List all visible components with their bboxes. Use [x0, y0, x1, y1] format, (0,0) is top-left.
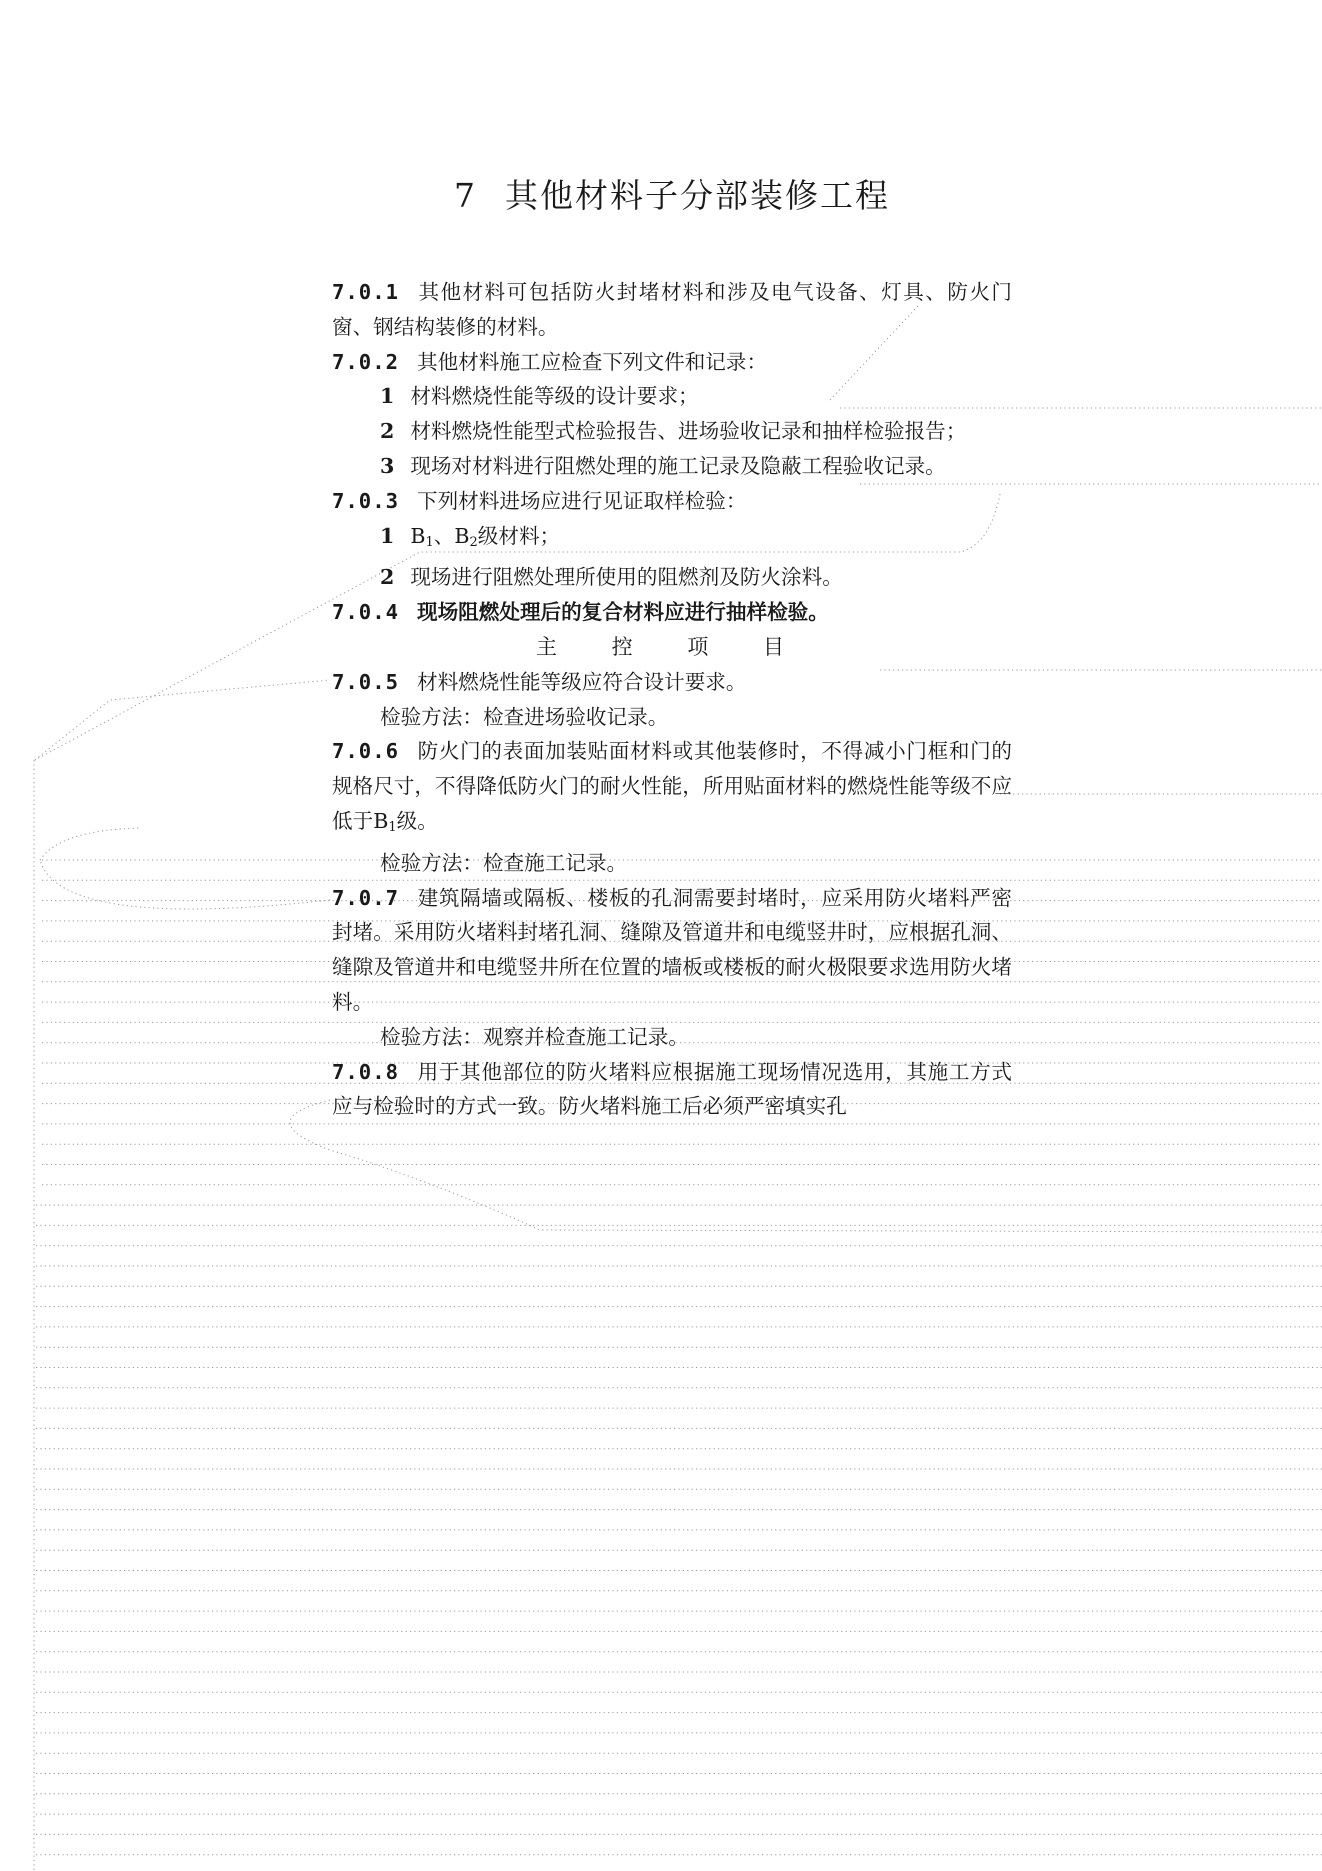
- clause-7-0-4: [332, 595, 1012, 630]
- clause-text: 下列材料进场应进行见证取样检验：: [417, 488, 747, 513]
- chapter-title-text: 其他材料子分部装修工程: [505, 176, 890, 215]
- grade-b1: B: [410, 523, 426, 548]
- clause-number: 7.0.7: [332, 885, 399, 910]
- clause-number: 7.0.4: [332, 600, 399, 625]
- clause-text: 其他材料可包括防火封堵材料和涉及电气设备、灯具、防火门窗、钢结构装修的材料。: [332, 280, 1012, 339]
- item-text: 材料燃烧性能等级的设计要求；: [410, 384, 699, 409]
- section-heading: 主 控 项 目: [535, 634, 809, 659]
- clause-number: 7.0.1: [332, 280, 399, 304]
- clause-7-0-3: [332, 484, 1012, 519]
- clause-text: 现场阻燃处理后的复合材料应进行抽样检验。: [417, 600, 829, 625]
- dotted-artifact-curve: [35, 680, 330, 760]
- item-text: 级材料；: [477, 523, 561, 548]
- clause-number: 7.0.6: [332, 739, 399, 764]
- clause-text: 材料燃烧性能等级应符合设计要求。: [417, 669, 747, 694]
- clause-7-0-6: [332, 734, 1012, 845]
- list-item: [332, 519, 1012, 561]
- list-item: [332, 379, 1012, 414]
- inspection-method: 检验方法：检查施工记录。: [380, 850, 628, 875]
- clause-number: 7.0.8: [332, 1059, 399, 1084]
- clause-number: 7.0.2: [332, 349, 399, 374]
- list-item: [332, 560, 1012, 595]
- grade-b2: B: [454, 523, 470, 548]
- clause-number: 7.0.3: [332, 488, 399, 513]
- inspection-method: 检验方法：观察并检查施工记录。: [380, 1024, 689, 1049]
- clause-7-0-5: [332, 665, 1012, 700]
- grade-b2-subscript: 2: [469, 534, 478, 550]
- item-text: 现场进行阻燃处理所使用的阻燃剂及防火涂料。: [410, 565, 843, 590]
- clause-text: 建筑隔墙或隔板、楼板的孔洞需要封堵时，应采用防火堵料严密封堵。采用防火堵料封堵孔洞、缝隙及管道井和电缆竖井时，应根据孔洞、缝隙及管道井和电缆竖井所在位置的墙板或楼板的耐火极限要求选用防火堵料。: [332, 885, 1012, 1014]
- grade-b1-subscript: 1: [388, 819, 397, 835]
- dotted-artifact-curve: [40, 860, 330, 909]
- clause-text: 防火门的表面加装贴面材料或其他装修时，不得减小门框和门的规格尺寸，不得降低防火门的耐火性能，所用贴面材料的燃烧性能等级不应低于: [332, 739, 1012, 833]
- clause-7-0-1: [332, 275, 1012, 345]
- clause-text: 其他材料施工应检查下列文件和记录：: [417, 349, 768, 374]
- chapter-number: 7: [454, 176, 477, 215]
- inspection-method: 检验方法：检查进场验收记录。: [380, 704, 669, 729]
- list-item: [332, 414, 1012, 449]
- item-text: 现场对材料进行阻燃处理的施工记录及隐蔽工程验收记录。: [410, 453, 946, 478]
- item-text: 材料燃烧性能型式检验报告、进场验收记录和抽样检验报告；: [410, 419, 967, 444]
- document-page: [332, 170, 1012, 1124]
- item-number: 3: [380, 453, 395, 478]
- clause-number: 7.0.5: [332, 669, 399, 694]
- clause-text-end: 级。: [396, 808, 438, 833]
- clause-7-0-8: [332, 1055, 1012, 1125]
- grade-b1-subscript: 1: [425, 534, 434, 550]
- grade-b1: B: [373, 808, 389, 833]
- item-number: 2: [380, 419, 395, 444]
- dotted-artifact-curve: [40, 828, 140, 860]
- item-number: 1: [380, 384, 395, 409]
- chapter-title: [332, 170, 1012, 217]
- separator: 、: [433, 523, 455, 548]
- item-number: 2: [380, 565, 395, 590]
- item-number: 1: [380, 523, 395, 548]
- clause-7-0-7: [332, 881, 1012, 1020]
- clause-text: 用于其他部位的防火堵料应根据施工现场情况选用，其施工方式应与检验时的方式一致。防火堵料施工后必须严密填实孔: [332, 1059, 1012, 1119]
- clause-7-0-2: [332, 345, 1012, 380]
- list-item: [332, 449, 1012, 484]
